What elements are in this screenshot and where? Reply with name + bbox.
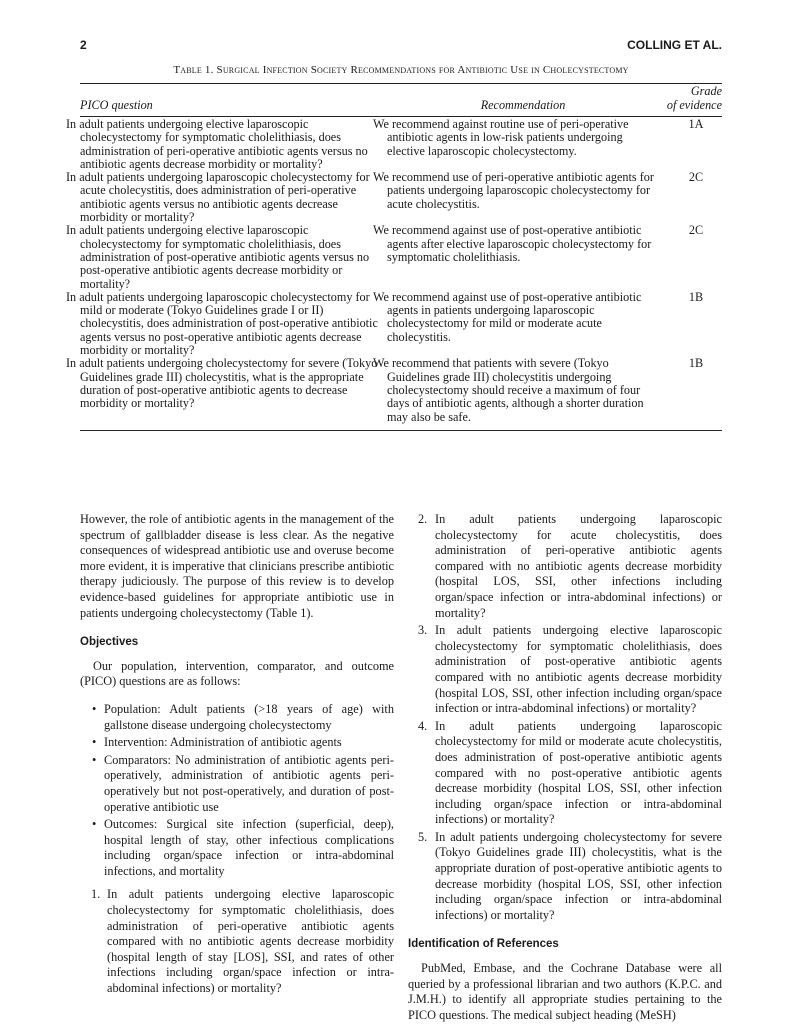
pico-cell: In adult patients undergoing laparoscopic cholecystectomy for mild or moderate (Tokyo Guidelines grade I or II) cholecystitis, does administration of post-operative antibiotic agents versus no post-operative antibiotic agents decrease morbidity or mortality? xyxy=(66,289,378,358)
recommendation-cell: We recommend against use of post-operative antibiotic agents in patients undergoing laparoscopic cholecystectomy for mild or moderate acute cholecystitis. xyxy=(373,289,642,344)
question-number: 2. xyxy=(418,512,428,526)
list-item xyxy=(80,735,394,751)
list-item xyxy=(80,887,394,996)
bullet-marker: • xyxy=(92,817,97,832)
table-bottom-rule xyxy=(80,430,722,431)
question-number: 3. xyxy=(418,623,428,638)
list-item xyxy=(408,512,722,621)
right-column xyxy=(408,512,722,1023)
question-text: In adult patients undergoing elective laparoscopic cholecystectomy for symptomatic cholelithiasis, does administration of post-operative antibiotic agents compared with no antibiotic agents decrease morbidity (hospital LOS, SSI, other infection including organ/space infection or intra-abdominal infections) or mortality? xyxy=(435,623,722,716)
list-item xyxy=(80,702,394,733)
header-pico-question: PICO question xyxy=(80,97,153,112)
grade-cell: 2C xyxy=(688,170,704,185)
pico-cell: In adult patients undergoing laparoscopic cholecystectomy for acute cholecystitis, does administration of peri-operative antibiotic agents versus no antibiotic agents decrease morbidity or mortality? xyxy=(66,170,370,225)
body-columns xyxy=(80,512,722,1023)
pico-cell: In adult patients undergoing elective laparoscopic cholecystectomy for symptomatic cholelithiasis, does administration of post-operative antibiotic agents versus no post-operative antibiotic agents decrease morbidity or mortality? xyxy=(66,223,370,291)
recommendations-table xyxy=(66,84,722,424)
table-row xyxy=(80,291,722,357)
left-column xyxy=(80,512,394,1023)
header-grade-of-evidence xyxy=(659,84,722,112)
objectives-heading: Objectives xyxy=(80,636,139,649)
running-header xyxy=(80,38,722,52)
list-item-text: Outcomes: Surgical site infection (superficial, deep), hospital length of stay, other infectious complications including organ/space infection or intra-abdominal infections, and mortality xyxy=(104,817,394,878)
table-row xyxy=(80,357,722,423)
list-item xyxy=(80,753,394,815)
pico-components-list xyxy=(80,702,394,880)
bullet-marker: • xyxy=(92,752,97,767)
references-paragraph: PubMed, Embase, and the Cochrane Database were all queried by a professional librarian and two authors (K.P.C. and J.M.H.) to identify all appropriate studies pertaining to the PICO questions. The medical subject heading (MeSH) xyxy=(408,961,722,1022)
grade-cell: 1A xyxy=(688,117,704,131)
grade-cell: 2C xyxy=(688,223,704,238)
list-item xyxy=(408,623,722,717)
list-item-text: Population: Adult patients (>18 years of age) with gallstone disease undergoing cholecystectomy xyxy=(104,701,394,732)
intro-paragraph: However, the role of antibiotic agents in the management of the spectrum of gallbladder disease is less clear. As the negative consequences of widespread antibiotic use and overuse become more evident, it is imperative that clinicians prescribe antibiotic therapy judiciously. The purpose of this review is to develop evidence-based guidelines for appropriate antibiotic use in patients undergoing cholecystectomy (Table 1). xyxy=(80,512,394,620)
header-grade-line2: of evidence xyxy=(666,98,722,112)
question-number: 1. xyxy=(91,887,101,902)
running-head-authors: COLLING ET AL. xyxy=(627,38,722,52)
table-row xyxy=(80,117,722,171)
list-item-text: Comparators: No administration of antibiotic agents peri-operatively, administration of antibiotic agents peri-operatively but not post-operatively, and duration of post-operative antibiotic use xyxy=(104,752,394,814)
recommendation-cell: We recommend use of peri-operative antibiotic agents for patients undergoing laparoscopic cholecystectomy for acute cholecystitis. xyxy=(373,170,654,211)
question-number: 5. xyxy=(418,829,428,844)
grade-cell: 1B xyxy=(688,289,704,304)
list-item xyxy=(80,817,394,879)
header-grade-line1: Grade xyxy=(690,84,722,98)
question-text: In adult patients undergoing cholecystectomy for severe (Tokyo Guidelines grade III) cholecystitis, what is the appropriate duration of post-operative antibiotic agents to decrease morbidity (hospital LOS, SSI, other infection including organ/space infection or intra-abdominal infections) or mortality? xyxy=(435,829,722,922)
recommendation-cell: We recommend against use of post-operative antibiotic agents after elective laparoscopic cholecystectomy for symptomatic cholelithiasis. xyxy=(373,223,652,264)
bullet-marker: • xyxy=(92,735,97,750)
grade-cell: 1B xyxy=(688,356,704,371)
references-heading: Identification of References xyxy=(408,938,559,951)
table-row xyxy=(80,171,722,224)
objectives-paragraph: Our population, intervention, comparator, and outcome (PICO) questions are as follows: xyxy=(80,658,394,689)
page-number: 2 xyxy=(80,38,87,52)
question-text: In adult patients undergoing laparoscopic cholecystectomy for mild or moderate acute cholecystitis, does administration of post-operative antibiotic agents compared with no post-operative antibiotic agents decrease morbidity (hospital LOS, SSI, other infection including organ/space infection or intra-abdominal infections) or mortality? xyxy=(435,718,722,827)
pico-questions-list xyxy=(80,887,394,996)
page xyxy=(66,38,722,431)
table-row xyxy=(80,224,722,290)
question-text: In adult patients undergoing elective laparoscopic cholecystectomy for symptomatic cholelithiasis, does administration of peri-operative antibiotic agents compared with no antibiotic agents decrease morbidity (hospital length of stay [LOS], SSI, and rates of other infections including organ/space infection or intra-abdominal infections) or mortality? xyxy=(107,887,394,996)
question-number: 4. xyxy=(418,718,428,733)
pico-cell: In adult patients undergoing cholecystectomy for severe (Tokyo Guidelines grade III) cholecystitis, what is the appropriate duration of post-operative antibiotic agents to decrease morbidity or mortality? xyxy=(66,356,378,411)
recommendation-cell: We recommend that patients with severe (Tokyo Guidelines grade III) cholecystitis undergoing cholecystectomy should receive a maximum of four days of antibiotic agents, although a shorter duration may also be safe. xyxy=(373,356,644,424)
table-title: Table 1. Surgical Infection Society Recommendations for Antibiotic Use in Cholecystectomy xyxy=(173,64,629,76)
pico-questions-list-continued xyxy=(408,512,722,923)
list-item xyxy=(408,719,722,828)
table-header-row xyxy=(80,84,722,112)
header-recommendation: Recommendation xyxy=(480,97,566,112)
list-item xyxy=(408,830,722,924)
pico-cell: In adult patients undergoing elective laparoscopic cholecystectomy for symptomatic cholelithiasis, does administration of peri-operative antibiotic agents versus no antibiotic agents decrease morbidity or mortality? xyxy=(66,117,368,171)
recommendation-cell: We recommend against routine use of peri-operative antibiotic agents in low-risk patients undergoing elective laparoscopic cholecystectomy. xyxy=(373,117,629,158)
question-text: In adult patients undergoing laparoscopic cholecystectomy for acute cholecystitis, does administration of peri-operative antibiotic agents compared with no antibiotic agents decrease morbidity (hospital LOS, SSI, other infections including organ/space infection or intra-abdominal infections) or mortality? xyxy=(435,512,722,620)
bullet-marker: • xyxy=(92,701,97,716)
list-item-text: Intervention: Administration of antibiotic agents xyxy=(104,735,342,750)
